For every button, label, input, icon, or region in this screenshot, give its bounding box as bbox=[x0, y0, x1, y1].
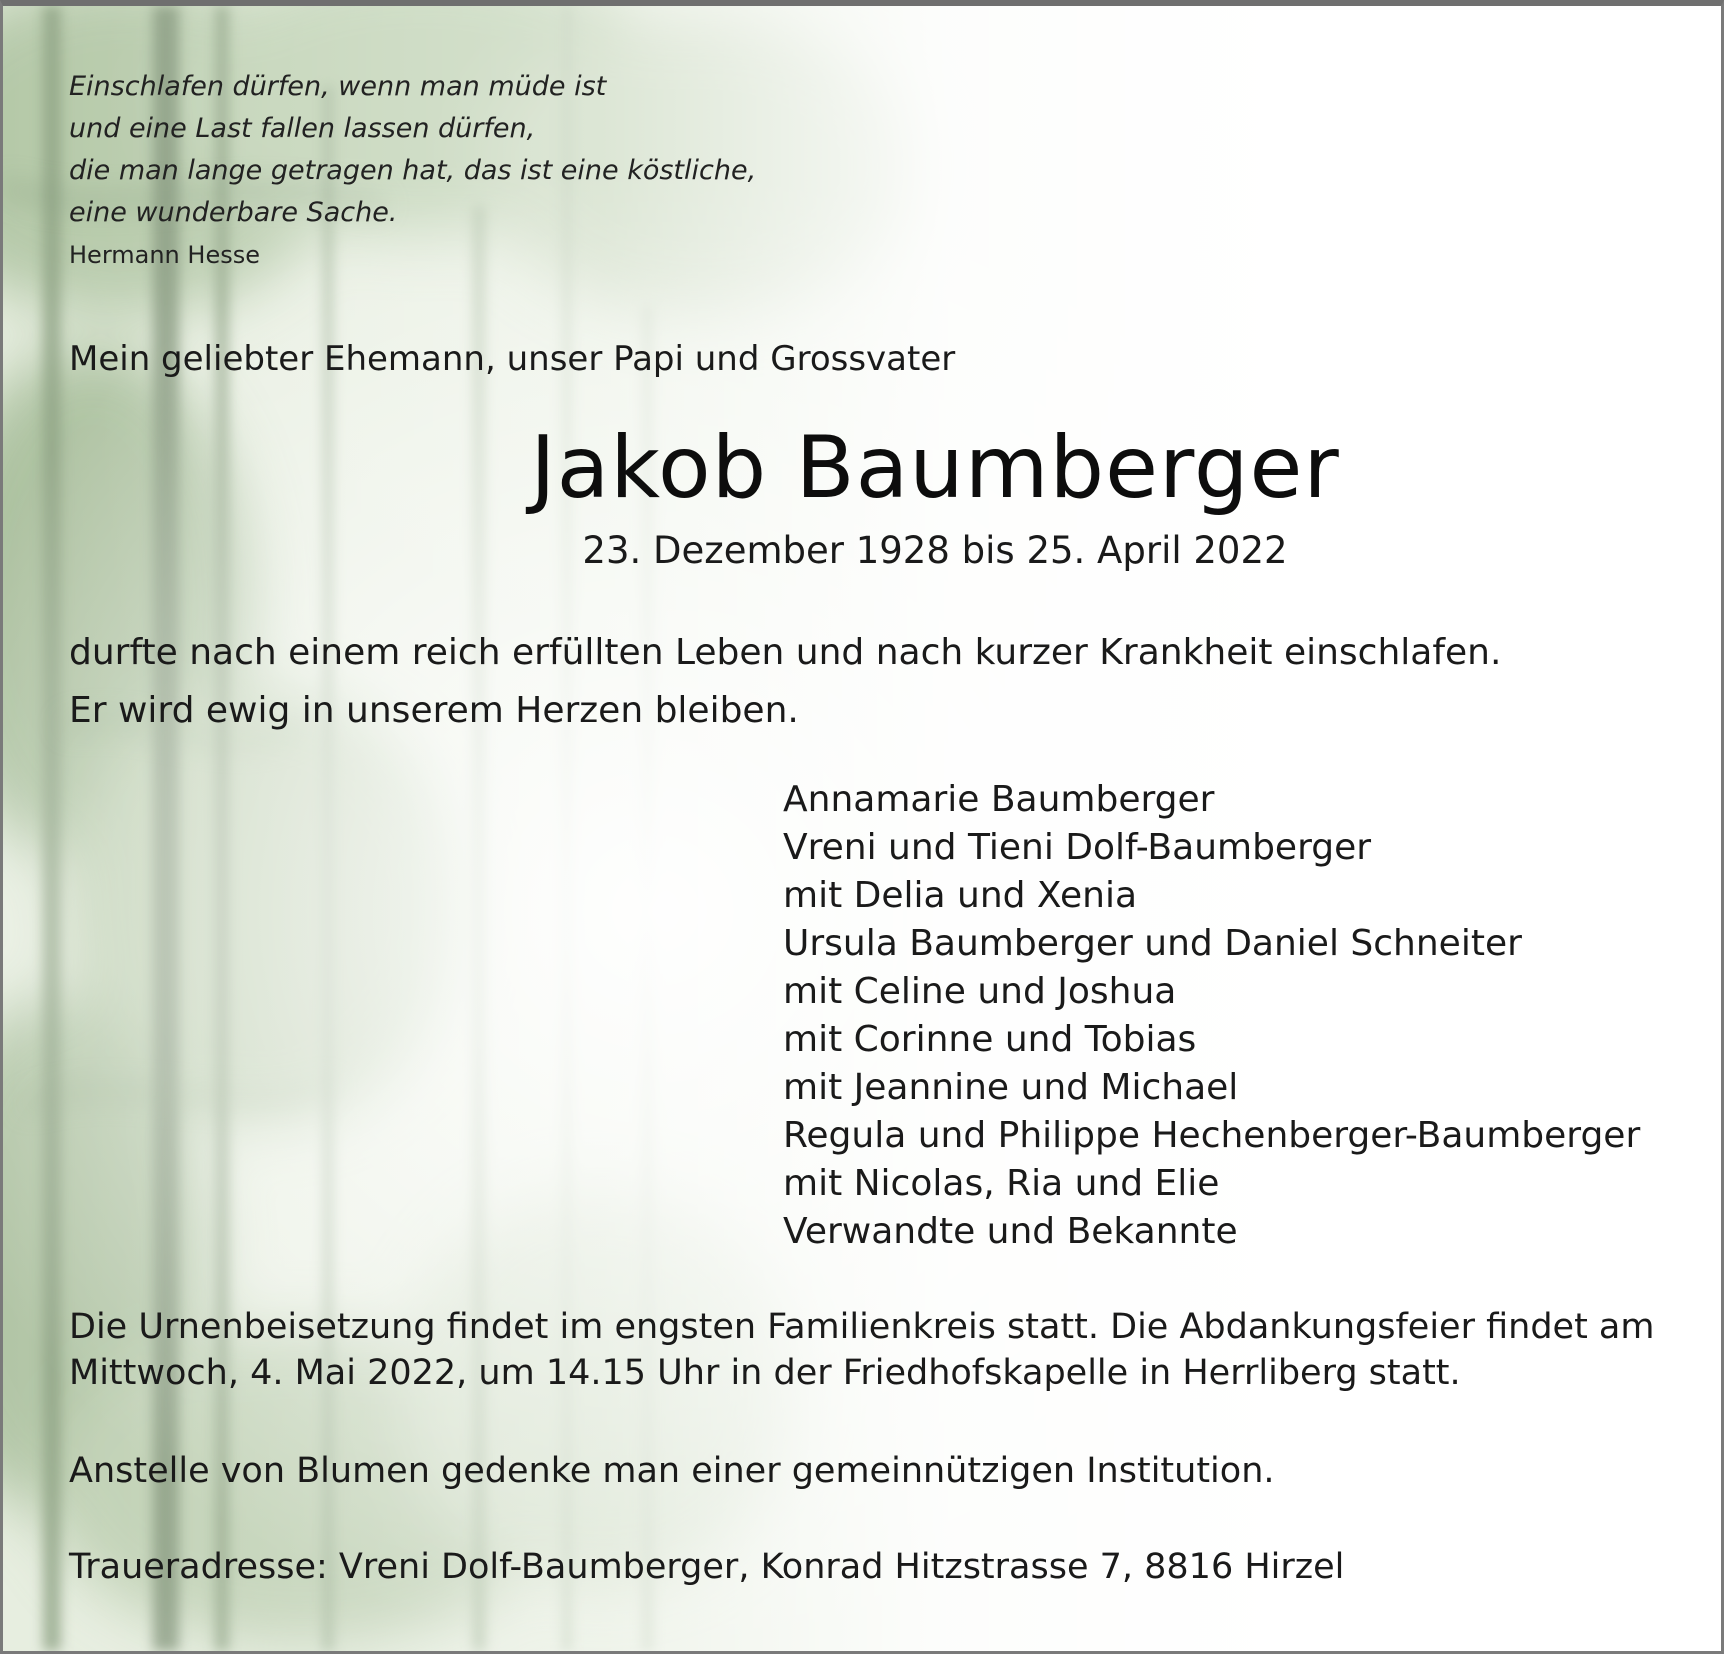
mourner-entry: Annamarie Baumberger bbox=[783, 779, 1215, 820]
ceremony-info bbox=[69, 1304, 1689, 1396]
mourner-entry: mit Corinne und Tobias bbox=[783, 1019, 1197, 1060]
life-dates: 23. Dezember 1928 bis 25. April 2022 bbox=[582, 529, 1288, 572]
mourning-address: Traueradresse: Vreni Dolf-Baumberger, Konrad Hitzstrasse 7, 8816 Hirzel bbox=[69, 1547, 1345, 1587]
quote-line: die man lange getragen hat, das ist eine köstliche, bbox=[69, 155, 757, 186]
quote-line: eine wunderbare Sache. bbox=[69, 197, 398, 228]
ceremony-line: Die Urnenbeisetzung findet im engsten Familienkreis statt. Die Abdankungsfeier findet am bbox=[69, 1307, 1655, 1347]
mourners-list bbox=[783, 776, 1703, 1256]
announcement-text bbox=[69, 624, 1669, 740]
quote-line: Einschlafen dürfen, wenn man müde ist bbox=[69, 71, 607, 102]
mourner-entry: Regula und Philippe Hechenberger-Baumberger bbox=[783, 1115, 1641, 1156]
announcement-line: Er wird ewig in unserem Herzen bleiben. bbox=[69, 690, 799, 731]
mourner-entry: mit Celine und Joshua bbox=[783, 971, 1177, 1012]
flowers-note: Anstelle von Blumen gedenke man einer gemeinnützigen Institution. bbox=[69, 1451, 1275, 1491]
mourner-entry: Ursula Baumberger und Daniel Schneiter bbox=[783, 923, 1522, 964]
quote-author: Hermann Hesse bbox=[69, 241, 260, 269]
deceased-name: Jakob Baumberger bbox=[530, 418, 1340, 518]
ceremony-line: Mittwoch, 4. Mai 2022, um 14.15 Uhr in der Friedhofskapelle in Herrliberg statt. bbox=[69, 1353, 1461, 1393]
mourner-entry: mit Nicolas, Ria und Elie bbox=[783, 1163, 1220, 1204]
announcement-line: durfte nach einem reich erfüllten Leben und nach kurzer Krankheit einschlafen. bbox=[69, 632, 1502, 673]
mourner-entry: mit Delia und Xenia bbox=[783, 875, 1138, 916]
quote-line: und eine Last fallen lassen dürfen, bbox=[69, 113, 536, 144]
mourner-entry: Vreni und Tieni Dolf-Baumberger bbox=[783, 827, 1372, 868]
obituary-content bbox=[3, 6, 1721, 1651]
quote-text bbox=[69, 66, 829, 234]
mourner-entry: mit Jeannine und Michael bbox=[783, 1067, 1239, 1108]
intro-line: Mein geliebter Ehemann, unser Papi und Grossvater bbox=[69, 339, 956, 379]
mourner-entry: Verwandte und Bekannte bbox=[783, 1211, 1238, 1252]
